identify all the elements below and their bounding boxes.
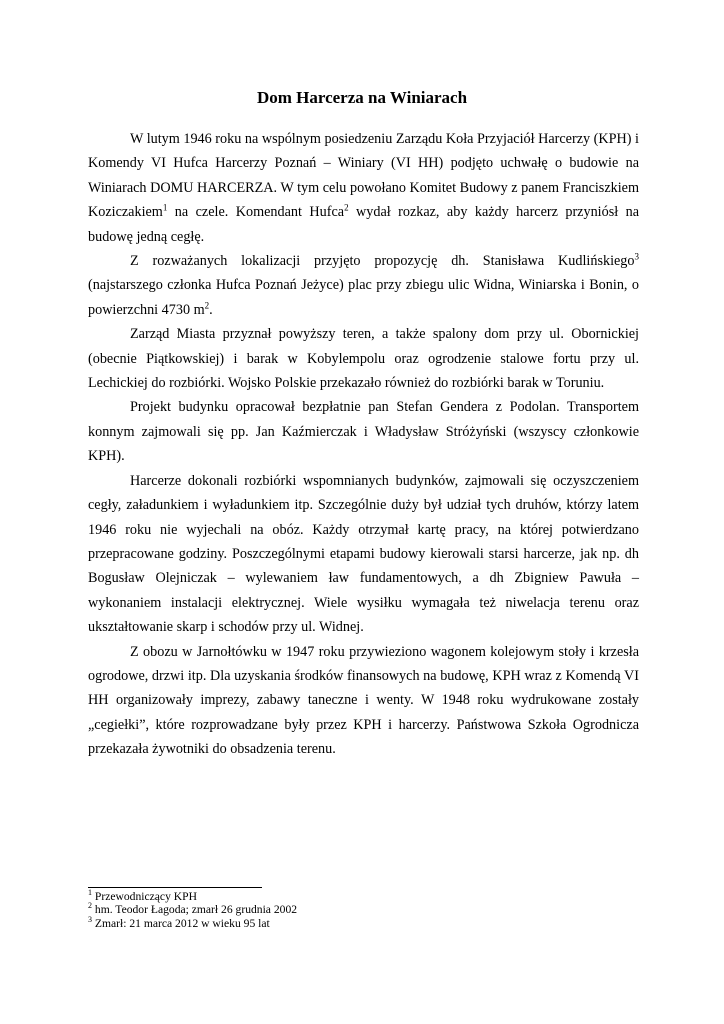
footnote-number-3: 3 [88,914,92,924]
paragraph-5: Harcerze dokonali rozbiórki wspomnianych budynków, zajmowali się oczyszczeniem cegły, załadunkiem i wyładunkiem itp. Szczególnie duży był udział tych druhów, którzy latem 1946 roku nie wyjechali na obóz. Każdy otrzymał kartę pracy, na której potwierdzano przepracowane godziny. Poszczególnymi etapami budowy kierowali starsi harcerze, jak np. dh Bogusław Olejniczak – wylewaniem ław fundamentowych, a dh Zbigniew Pawuła – wykonaniem instalacji elektrycznej. Wiele wysiłku wymagała też niwelacja terenu oraz ukształtowanie skarp i schodów przy ul. Widnej. [88,472,639,636]
paragraph-4: Projekt budynku opracował bezpłatnie pan Stefan Gendera z Podolan. Transportem konnym zajmowali się pp. Jan Kaźmierczak i Władysław Stróżyński (wszyscy członkowie KPH). [88,399,639,465]
paragraph-2-text-c: . [209,301,213,318]
document-title: Dom Harcerza na Winiarach [256,88,468,107]
footnote-ref-1: 1 [162,202,168,213]
paragraph-2 [88,249,639,322]
footnote-number-1: 1 [88,888,92,898]
document-body [88,127,639,762]
footnote-3 [88,914,639,930]
footnotes [88,890,639,930]
paragraph-1-text-a: W lutym 1946 roku na wspólnym posiedzeniu Zarządu Koła Przyjaciół Harcerzy (KPH) i Komendy VI Hufca Harcerzy Poznań – Winiary (VI HH) podjęto uchwałę o budowie na Winiarach DOMU HARCERZA. W tym celu powołano Komitet Budowy z panem Franciszkiem Koziczakiem [88,131,639,221]
paragraph-1 [88,127,639,249]
footnote-2 [88,903,639,916]
paragraph-1-text-c: wydał rozkaz, aby każdy harcerz przyniósł na budowę jedną cegłę. [88,204,640,245]
square-meter-superscript: 2 [204,300,210,311]
footnote-1 [88,890,639,903]
footnote-separator [88,887,262,888]
footnote-ref-2: 2 [344,202,349,213]
paragraph-3: Zarząd Miasta przyznał powyższy teren, a także spalony dom przy ul. Obornickiej (obecnie Piątkowskiej) i barak w Kobylempolu oraz ogrodzenie stalowe fortu przy ul. Lechickiej do rozbiórki. Wojsko Polskie przekazało również do rozbiórki barak w Toruniu. [88,326,639,392]
paragraph-6: Z obozu w Jarnołtówku w 1947 roku przywieziono wagonem kolejowym stoły i krzesła ogrodowe, drzwi itp. Dla uzyskania środków finansowych na budowę, KPH wraz z Komendą VI HH organizowały imprezy, zabawy taneczne i wenty. W 1948 roku wydrukowane zostały „cegiełki”, które rozprowadzane były przez KPH i harcerzy. Państwowa Szkoła Ogrodnicza przekazała żywotniki do obsadzenia terenu. [88,643,639,758]
paragraph-2-text-a: Z rozważanych lokalizacji przyjęto propozycję dh. Stanisława Kudlińskiego [130,253,635,270]
footnote-ref-3: 3 [634,251,639,262]
paragraph-1-text-b: na czele. Komendant Hufca [167,204,345,221]
footnote-number-2: 2 [88,901,92,911]
footnote-text-3: Zmarł: 21 marca 2012 w wieku 95 lat [92,916,270,930]
footnote-text-1: Przewodniczący KPH [92,890,197,903]
paragraph-2-text-b: (najstarszego członka Hufca Poznań Jeżyce) plac przy zbiegu ulic Widna, Winiarska i Bonin, o powierzchni 4730 m [88,277,639,318]
footnote-text-2: hm. Teodor Łagoda; zmarł 26 grudnia 2002 [92,903,298,917]
